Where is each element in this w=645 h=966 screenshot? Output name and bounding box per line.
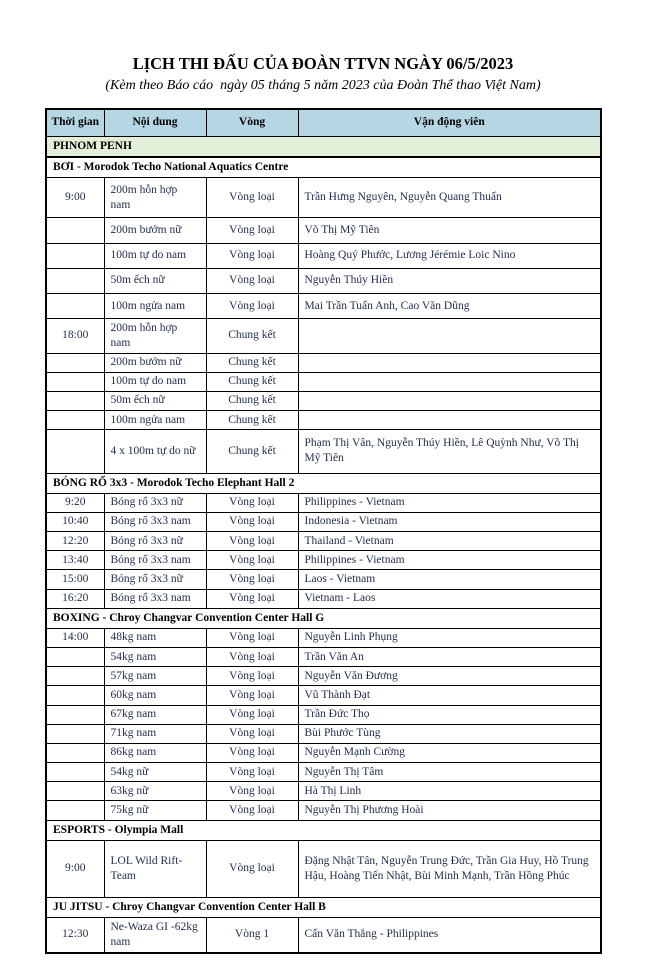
col-header-round: Vòng [206, 109, 298, 136]
cell-event: Bóng rổ 3x3 nữ [104, 532, 206, 551]
cell-event: 50m ếch nữ [104, 268, 206, 293]
schedule-row [46, 218, 601, 243]
cell-event: 4 x 100m tự do nữ [104, 430, 206, 473]
cell-time [46, 430, 104, 473]
cell-event: 54kg nữ [104, 763, 206, 782]
schedule-row [46, 243, 601, 268]
schedule-row [46, 493, 601, 512]
cell-time [46, 724, 104, 743]
col-header-time: Thời gian [46, 109, 104, 136]
cell-athletes: Nguyễn Văn Đương [298, 667, 601, 686]
section-header-row [46, 608, 601, 628]
cell-round: Chung kết [206, 391, 298, 410]
schedule-row [46, 532, 601, 551]
cell-athletes: Đặng Nhật Tân, Nguyễn Trung Đức, Trần Gia Huy, Hồ Trung Hậu, Hoàng Tiến Nhật, Bùi Minh Mạnh, Trần Hồng Phúc [298, 840, 601, 897]
schedule-row [46, 724, 601, 743]
city-label: PHNOM PENH [46, 136, 601, 157]
schedule-row [46, 570, 601, 589]
cell-athletes: Nguyễn Thị Phương Hoài [298, 801, 601, 820]
cell-time [46, 391, 104, 410]
cell-athletes: Indonesia - Vietnam [298, 512, 601, 531]
cell-round: Chung kết [206, 353, 298, 372]
cell-round: Vòng loại [206, 178, 298, 218]
table-header-row [46, 109, 601, 136]
section-title: JU JITSU - Chroy Changvar Convention Center Hall B [46, 898, 601, 918]
cell-event: Ne-Waza GI -62kg nam [104, 918, 206, 953]
cell-round: Vòng loại [206, 243, 298, 268]
cell-athletes [298, 411, 601, 430]
cell-athletes: Hà Thị Linh [298, 782, 601, 801]
section-header-row [46, 473, 601, 493]
schedule-row [46, 294, 601, 319]
cell-athletes: Trần Hưng Nguyên, Nguyễn Quang Thuấn [298, 178, 601, 218]
cell-round: Vòng loại [206, 589, 298, 608]
cell-athletes [298, 391, 601, 410]
cell-time [46, 801, 104, 820]
cell-event: 200m hỗn hợp nam [104, 319, 206, 353]
cell-time: 12:20 [46, 532, 104, 551]
cell-time [46, 372, 104, 391]
schedule-row [46, 763, 601, 782]
cell-round: Vòng loại [206, 801, 298, 820]
cell-time [46, 218, 104, 243]
section-header-row [46, 898, 601, 918]
cell-time: 14:00 [46, 628, 104, 647]
schedule-row [46, 743, 601, 762]
section-header-row [46, 820, 601, 840]
cell-event: 54kg nam [104, 648, 206, 667]
schedule-row [46, 268, 601, 293]
cell-event: 100m tự do nam [104, 372, 206, 391]
section-title: BÓNG RỔ 3x3 - Morodok Techo Elephant Hall 2 [46, 473, 601, 493]
cell-athletes: Hoàng Quý Phước, Lương Jérémie Loic Nino [298, 243, 601, 268]
cell-round: Vòng loại [206, 686, 298, 705]
cell-time: 12:30 [46, 918, 104, 953]
cell-time [46, 782, 104, 801]
section-header-row [46, 157, 601, 178]
cell-time [46, 353, 104, 372]
cell-event: 100m tự do nam [104, 243, 206, 268]
cell-event: 200m bướm nữ [104, 218, 206, 243]
document-title: LỊCH THI ĐẤU CỦA ĐOÀN TTVN NGÀY 06/5/2023 [132, 54, 514, 73]
cell-time [46, 268, 104, 293]
schedule-row [46, 551, 601, 570]
cell-event: 63kg nữ [104, 782, 206, 801]
cell-round: Vòng loại [206, 512, 298, 531]
schedule-row [46, 686, 601, 705]
schedule-row [46, 391, 601, 410]
cell-event: 48kg nam [104, 628, 206, 647]
cell-event: 75kg nữ [104, 801, 206, 820]
cell-athletes [298, 319, 601, 353]
cell-event: Bóng rổ 3x3 nữ [104, 493, 206, 512]
schedule-row [46, 918, 601, 953]
cell-round: Vòng loại [206, 667, 298, 686]
cell-round: Chung kết [206, 411, 298, 430]
schedule-row [46, 411, 601, 430]
cell-time [46, 763, 104, 782]
cell-time [46, 648, 104, 667]
cell-event: Bóng rổ 3x3 nam [104, 551, 206, 570]
section-title: ESPORTS - Olympia Mall [46, 820, 601, 840]
cell-athletes: Võ Thị Mỹ Tiên [298, 218, 601, 243]
cell-round: Vòng loại [206, 493, 298, 512]
cell-event: 71kg nam [104, 724, 206, 743]
cell-time: 9:00 [46, 840, 104, 897]
schedule-row [46, 178, 601, 218]
cell-round: Chung kết [206, 372, 298, 391]
schedule-row [46, 430, 601, 473]
cell-athletes: Vũ Thành Đạt [298, 686, 601, 705]
cell-athletes [298, 353, 601, 372]
col-header-athletes: Vận động viên [298, 109, 601, 136]
cell-event: 67kg nam [104, 705, 206, 724]
section-title: BƠI - Morodok Techo National Aquatics Centre [46, 157, 601, 178]
schedule-row [46, 782, 601, 801]
cell-round: Chung kết [206, 319, 298, 353]
cell-event: Bóng rổ 3x3 nam [104, 512, 206, 531]
cell-time [46, 743, 104, 762]
cell-time [46, 705, 104, 724]
schedule-row [46, 705, 601, 724]
cell-time: 13:40 [46, 551, 104, 570]
cell-athletes: Phạm Thị Vân, Nguyễn Thúy Hiền, Lê Quỳnh Như, Võ Thị Mỹ Tiên [298, 430, 601, 473]
cell-event: 86kg nam [104, 743, 206, 762]
schedule-row [46, 512, 601, 531]
schedule-row [46, 628, 601, 647]
schedule-row [46, 372, 601, 391]
schedule-row [46, 589, 601, 608]
document-page [0, 54, 645, 966]
cell-athletes: Mai Trần Tuấn Anh, Cao Văn Dũng [298, 294, 601, 319]
cell-event: 57kg nam [104, 667, 206, 686]
cell-event: Bóng rổ 3x3 nam [104, 589, 206, 608]
cell-round: Vòng loại [206, 551, 298, 570]
cell-athletes: Philippines - Vietnam [298, 551, 601, 570]
schedule-row [46, 353, 601, 372]
cell-event: 50m ếch nữ [104, 391, 206, 410]
cell-time: 16:20 [46, 589, 104, 608]
cell-round: Vòng loại [206, 628, 298, 647]
cell-time: 9:20 [46, 493, 104, 512]
cell-event: 60kg nam [104, 686, 206, 705]
cell-event: 200m bướm nữ [104, 353, 206, 372]
cell-event: 100m ngửa nam [104, 294, 206, 319]
cell-athletes: Nguyễn Linh Phụng [298, 628, 601, 647]
cell-athletes: Trần Đức Thọ [298, 705, 601, 724]
schedule-row [46, 667, 601, 686]
cell-time: 15:00 [46, 570, 104, 589]
cell-athletes: Nguyễn Thúy Hiền [298, 268, 601, 293]
cell-time: 9:00 [46, 178, 104, 218]
schedule-row [46, 840, 601, 897]
cell-time [46, 686, 104, 705]
cell-time [46, 243, 104, 268]
city-row [46, 136, 601, 157]
cell-event: 100m ngửa nam [104, 411, 206, 430]
cell-round: Vòng loại [206, 763, 298, 782]
schedule-row [46, 801, 601, 820]
cell-athletes: Vietnam - Laos [298, 589, 601, 608]
cell-athletes [298, 372, 601, 391]
cell-athletes: Thailand - Vietnam [298, 532, 601, 551]
cell-round: Vòng loại [206, 294, 298, 319]
cell-athletes: Nguyễn Mạnh Cường [298, 743, 601, 762]
cell-round: Vòng loại [206, 218, 298, 243]
cell-round: Chung kết [206, 430, 298, 473]
cell-athletes: Laos - Vietnam [298, 570, 601, 589]
cell-round: Vòng loại [206, 782, 298, 801]
cell-round: Vòng loại [206, 705, 298, 724]
cell-round: Vòng loại [206, 532, 298, 551]
cell-round: Vòng loại [206, 268, 298, 293]
cell-time [46, 667, 104, 686]
cell-round: Vòng loại [206, 570, 298, 589]
cell-athletes: Cấn Văn Thắng - Philippines [298, 918, 601, 953]
cell-time: 18:00 [46, 319, 104, 353]
col-header-event: Nội dung [104, 109, 206, 136]
cell-time: 10:40 [46, 512, 104, 531]
document-subtitle: (Kèm theo Báo cáo ngày 05 tháng 5 năm 2023 của Đoàn Thể thao Việt Nam) [105, 77, 541, 93]
cell-event: LOL Wild Rift-Team [104, 840, 206, 897]
cell-event: 200m hỗn hợp nam [104, 178, 206, 218]
cell-time [46, 294, 104, 319]
cell-athletes: Trần Văn An [298, 648, 601, 667]
section-title: BOXING - Chroy Changvar Convention Center Hall G [46, 608, 601, 628]
cell-athletes: Philippines - Vietnam [298, 493, 601, 512]
cell-time [46, 411, 104, 430]
cell-round: Vòng 1 [206, 918, 298, 953]
cell-round: Vòng loại [206, 743, 298, 762]
cell-athletes: Bùi Phước Tùng [298, 724, 601, 743]
cell-athletes: Nguyễn Thị Tâm [298, 763, 601, 782]
schedule-row [46, 319, 601, 353]
cell-round: Vòng loại [206, 724, 298, 743]
schedule-row [46, 648, 601, 667]
cell-round: Vòng loại [206, 648, 298, 667]
cell-event: Bóng rổ 3x3 nữ [104, 570, 206, 589]
cell-round: Vòng loại [206, 840, 298, 897]
schedule-table [45, 108, 602, 953]
